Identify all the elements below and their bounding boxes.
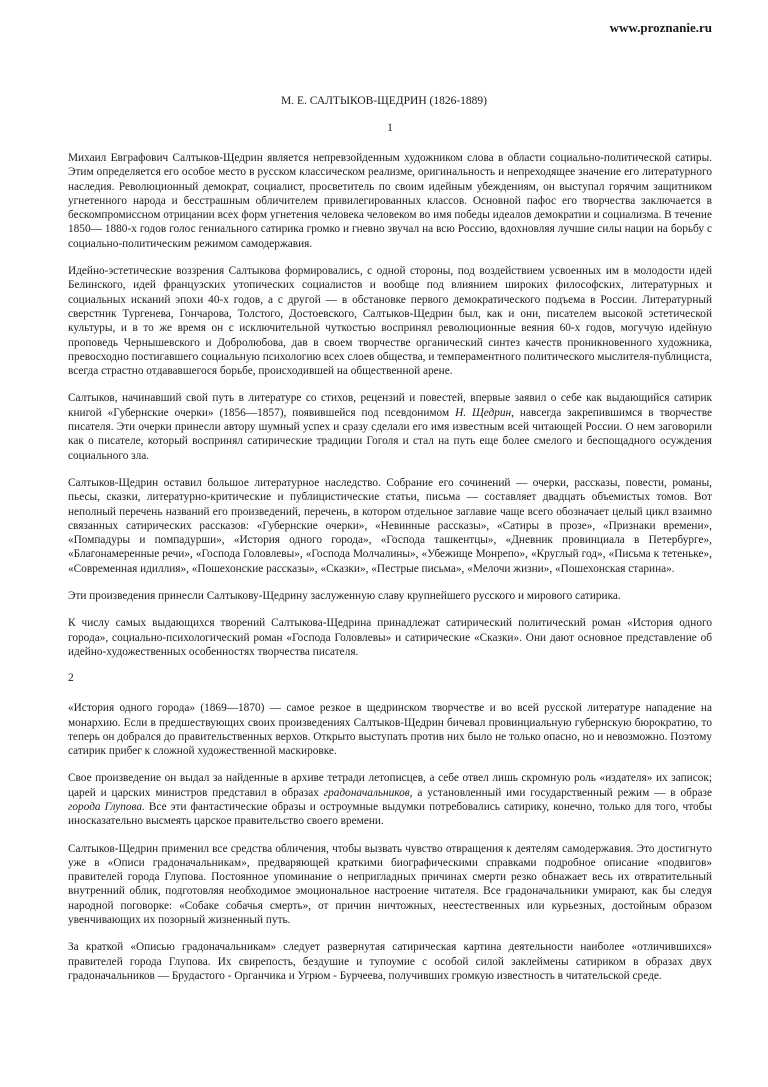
paragraph-8-part-1: Свое произведение он выдал за найденные в архиве тетради летописцев, а себе отвел лишь скромную роль «издателя» их записок; царей и царских министров представил в образах (68, 772, 712, 799)
paragraph-8-part-3: Все эти фантастические образы и остроумные выдумки потребовались сатирику, конечно, только для того, чтобы иносказательно высмеять царское правительство своего времени. (68, 800, 712, 828)
italic-gorod-glupov: города Глупова. (68, 800, 145, 813)
paragraph-9: Салтыков-Щедрин применил все средства обличения, чтобы вызвать чувство отвращения к деятелям самодержавия. Это достигнуто уже в «Описи градоначальникам», предваряющей краткими биографическими справками подробное описание «подвигов» правителей города Глупова. Постоянное упоминание о непригладных причинах смерти резко обнажает весь их отвратительный внутренний облик, подготовляя необходимое эмоциональное настроение читателя. Все градоначальники умирают, как бы следуя народной поговорке: «Собаке собачья смерть», от причин ничтожных, неестественных или курьезных, достойным образом увенчивающих их позорный жизненный путь. (68, 842, 712, 927)
paragraph-1: Михаил Евграфович Салтыков-Щедрин является непревзойденным художником слова в области социально-политической сатиры. Этим определяется его особое место в русском классическом реализме, оригинальность и непреходящее значение его литературного наследия. Революционный демократ, социалист, просветитель по своим идейным убеждениям, он выступал горячим защитником угнетенного народа и бесстрашным обличителем привилегированных классов. Основной пафос его творчества заключается в бескомпромиссном отрицании всех форм угнетения человека человеком во имя победы идеалов демократии и социализма. В течение 1850— 1880-х годов голос гениального сатирика громко и гневно звучал на всю Россию, вдохновляя лучшие силы нации на борьбу с социально-политическим режимом самодержавия. (68, 152, 712, 250)
paragraph-3 (68, 391, 712, 462)
paragraph-8 (68, 771, 712, 828)
italic-gradonachalniki: градоначальников, (323, 786, 413, 799)
paragraph-3-part-1: Салтыков, начинавший свой путь в литературе со стихов, рецензий и повестей, впервые заявил о себе как выдающийся сатирик книгой «Губернские очерки» (1856—1857), появившейся под псевдонимом (68, 392, 712, 419)
paragraph-5: Эти произведения принесли Салтыкову-Щедрину заслуженную славу крупнейшего русского и мирового сатирика. (68, 590, 621, 603)
site-url[interactable]: www.proznanie.ru (609, 20, 712, 35)
paragraph-7: «История одного города» (1869—1870) — самое резкое в щедринском творчестве и во всей русской литературе нападение на монархию. Если в предшествующих своих произведениях Салтыков-Щедрин бичевал провинциальную губернскую бюрократию, то теперь он добрался до правительственных верхов. Открыто выступать против них было не только опасно, но и невозможно. Поэтому сатирик прибег к сложной художественной маскировке. (68, 702, 712, 758)
paragraph-6: К числу самых выдающихся творений Салтыкова-Щедрина принадлежат сатирический политический роман «История одного города», социально-психологический роман «Господа Головлевы» и сатирические «Сказки». Они дают основное представление об идейно-художественных особенностях творчества писателя. (68, 617, 712, 658)
section-number-1: 1 (387, 122, 393, 134)
pseudonym-italic: Н. Щедрин, (455, 406, 514, 419)
paragraph-3-part-2: навсегда закрепившимся в творчестве писателя. Эти очерки принесли автору шумный успех и сразу сделали его имя известным всей читающей России. О нем заговорили как о писателе, который воспринял сатирические традиции Гоголя и стал на путь еще более смелого и беспощадного осуждения социального зла. (68, 406, 712, 462)
paragraph-8-part-2: а установленный ими государственный режим — в образе (412, 786, 712, 799)
paragraph-4: Салтыков-Щедрин оставил большое литературное наследство. Собрание его сочинений — очерки, рассказы, повести, романы, пьесы, сказки, литературно-критические и публицистические статьи, письма — составляет двадцать объемистых томов. Вот неполный перечень названий его произведений, перечень, в котором отдельное заглавие чаще всего обозначает целый цикл взаимно связанных сатирических рассказов: «Губернские очерки», «Невинные рассказы», «Сатиры в прозе», «Признаки времени», «Помпадуры и помпадурши», «История одного города», «Господа ташкентцы», «Дневник провинциала в Петербурге», «Благонамеренные речи», «Господа Головлевы», «Господа Молчалины», «Убежище Монрепо», «Круглый год», «Письма к тетеньке», «Современная идиллия», «Пошехонские рассказы», «Сказки», «Пестрые письма», «Мелочи жизни», «Пошехонская старина». (68, 476, 712, 575)
page-title: М. Е. САЛТЫКОВ-ЩЕДРИН (1826-1889) (280, 95, 488, 107)
document-body (68, 122, 712, 996)
paragraph-10: За краткой «Описью градоначальникам» следует развернутая сатирическая картина деятельности наиболее «отличившихся» правителей города Глупова. Их свирепость, бездушие и тупоумие с особой силой заклеймены сатириком в образах двух градоначальников — Брудастого - Органчика и Угрюм - Бурчеева, получивших громкую известность в читательской среде. (68, 941, 712, 982)
paragraph-2: Идейно-эстетические воззрения Салтыкова формировались, с одной стороны, под воздействием усвоенных им в молодости идей Белинского, идей французских утопических социалистов и вообще под влиянием широких философских, литературных и социальных исканий эпохи 40-х годов, а с другой — в обстановке первого демократического подъема в России. Литературный сверстник Тургенева, Гончарова, Толстого, Достоевского, Салтыков-Щедрин был, как и они, писателем высокой эстетической культуры, и в то же время он с исключительной чуткостью воспринял революционные веяния 60-х годов, могучую идейную проповедь Чернышевского и Добролюбова, дав в своем творчестве органический синтез качеств проникновенного художника, превосходно постигавшего социальную психологию всех слоев общества, и темпераментного политического мыслителя-публициста, всегда страстно отдававшегося борьбе, происходившей на общественной арене. (68, 265, 712, 378)
section-number-2: 2 (68, 672, 74, 685)
